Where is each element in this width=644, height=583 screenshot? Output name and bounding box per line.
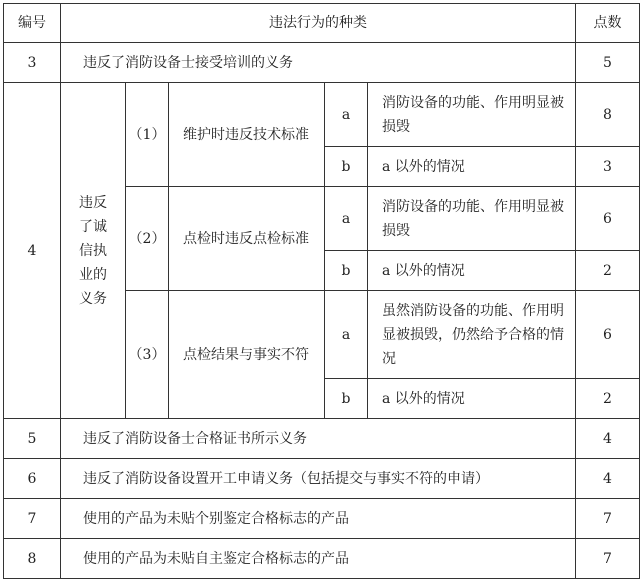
subgroup-index: （3） xyxy=(126,291,169,419)
item-description: 消防设备的功能、作用明显被损毁 xyxy=(368,187,576,251)
header-category: 违法行为的种类 xyxy=(61,4,576,43)
item-points: 6 xyxy=(576,291,640,379)
violation-points-table xyxy=(3,3,640,579)
row-points: 4 xyxy=(576,419,640,459)
row-points: 7 xyxy=(576,539,640,579)
header-points: 点数 xyxy=(576,4,640,43)
row-description: 违反了消防设备士合格证书所示义务 xyxy=(61,419,576,459)
item-points: 2 xyxy=(576,251,640,291)
item-points: 8 xyxy=(576,83,640,147)
item-key: a xyxy=(325,187,368,251)
row-category: 违反了诚信执业的义务 xyxy=(61,83,126,419)
header-number: 编号 xyxy=(4,4,61,43)
table-row xyxy=(4,419,640,459)
item-points: 6 xyxy=(576,187,640,251)
table-row xyxy=(4,83,640,147)
item-points: 2 xyxy=(576,379,640,419)
row-points: 4 xyxy=(576,459,640,499)
subgroup-title: 点检结果与事实不符 xyxy=(169,291,325,419)
item-description: 消防设备的功能、作用明显被损毁 xyxy=(368,83,576,147)
table-row xyxy=(4,499,640,539)
table-row xyxy=(4,459,640,499)
row-number: 4 xyxy=(4,83,61,419)
item-key: b xyxy=(325,379,368,419)
item-description: a 以外的情况 xyxy=(368,147,576,187)
table-header-row xyxy=(4,4,640,43)
subgroup-title: 维护时违反技术标准 xyxy=(169,83,325,187)
item-description: 虽然消防设备的功能、作用明显被损毁，仍然给予合格的情况 xyxy=(368,291,576,379)
item-points: 3 xyxy=(576,147,640,187)
item-description: a 以外的情况 xyxy=(368,251,576,291)
row-description: 使用的产品为未贴个别鉴定合格标志的产品 xyxy=(61,499,576,539)
subgroup-title: 点检时违反点检标准 xyxy=(169,187,325,291)
row-number: 7 xyxy=(4,499,61,539)
item-key: b xyxy=(325,147,368,187)
table-row xyxy=(4,43,640,83)
subgroup-index: （2） xyxy=(126,187,169,291)
row-number: 5 xyxy=(4,419,61,459)
row-points: 5 xyxy=(576,43,640,83)
item-key: b xyxy=(325,251,368,291)
row-number: 3 xyxy=(4,43,61,83)
item-description: a 以外的情况 xyxy=(368,379,576,419)
row-description: 违反了消防设备设置开工申请义务（包括提交与事实不符的申请） xyxy=(61,459,576,499)
subgroup-index: （1） xyxy=(126,83,169,187)
row-number: 6 xyxy=(4,459,61,499)
row-description: 使用的产品为未贴自主鉴定合格标志的产品 xyxy=(61,539,576,579)
table-row xyxy=(4,539,640,579)
row-description: 违反了消防设备士接受培训的义务 xyxy=(61,43,576,83)
item-key: a xyxy=(325,83,368,147)
row-number: 8 xyxy=(4,539,61,579)
item-key: a xyxy=(325,291,368,379)
row-points: 7 xyxy=(576,499,640,539)
